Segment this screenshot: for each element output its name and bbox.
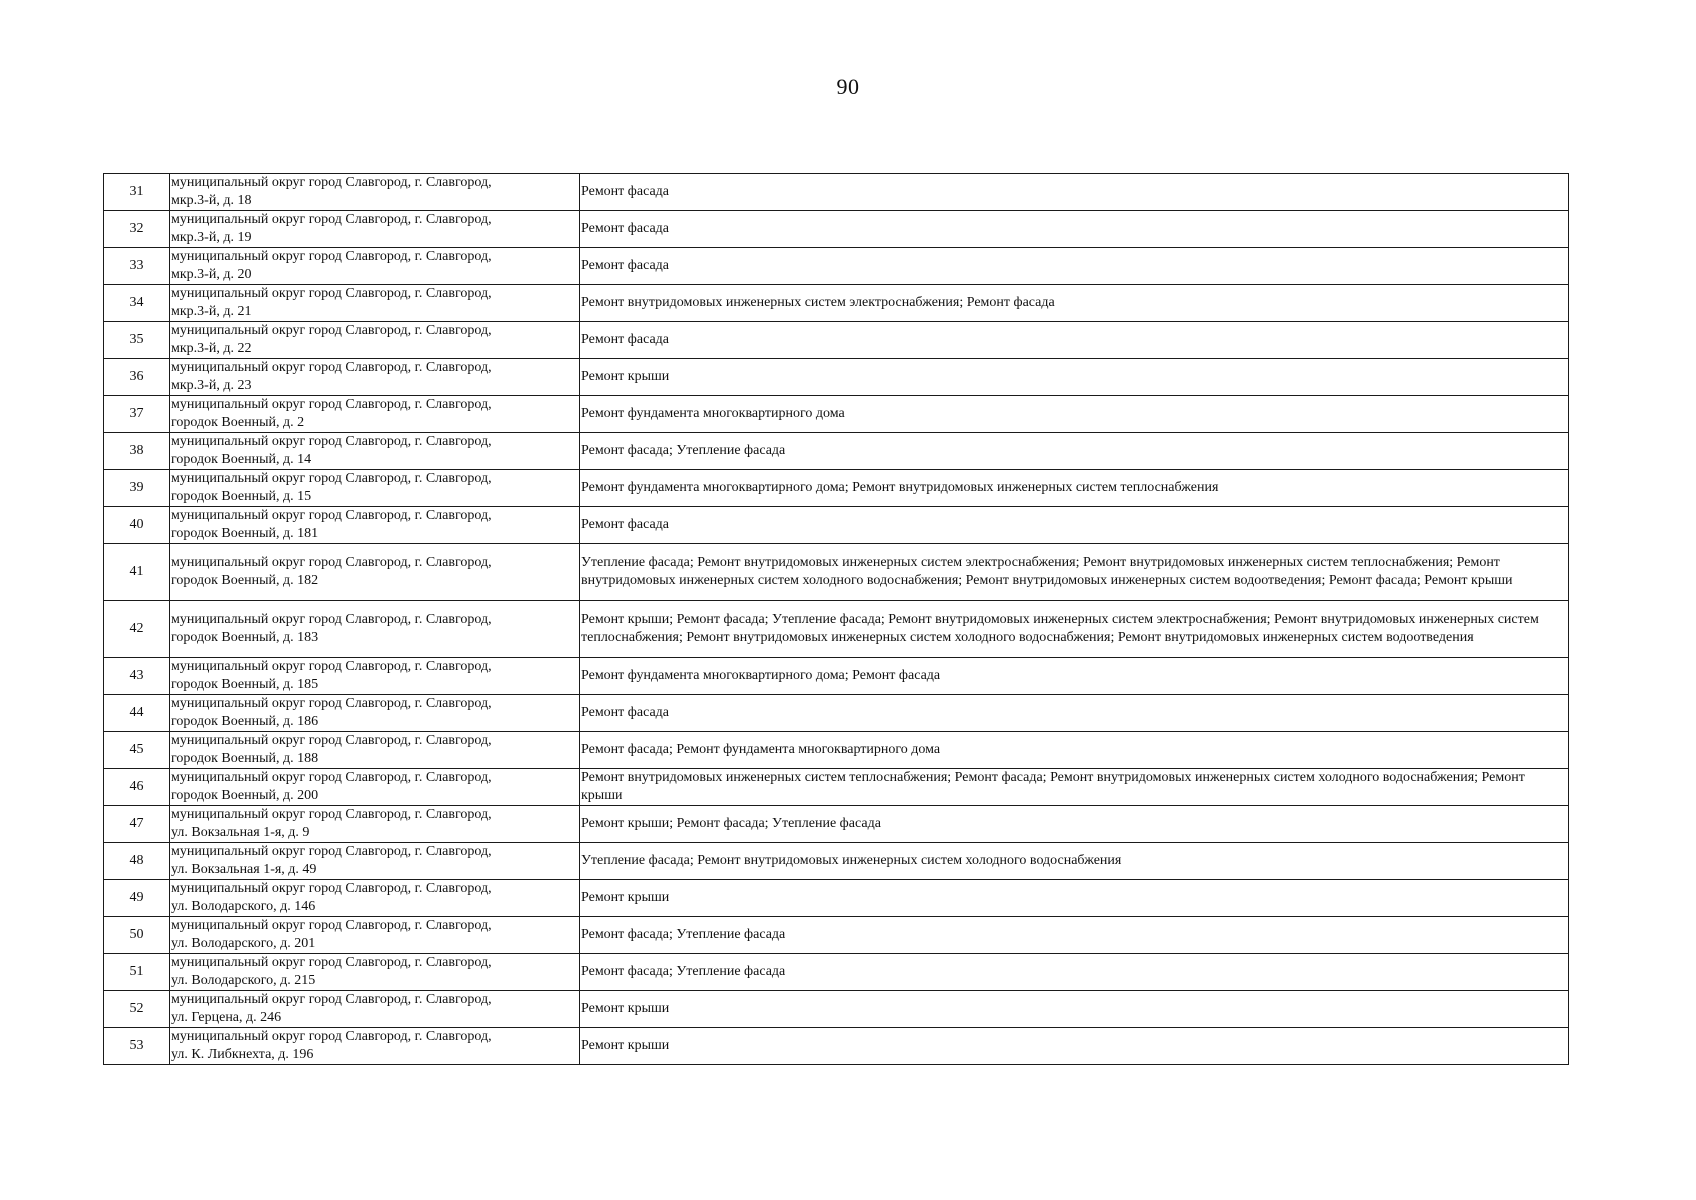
repair-registry-table: [103, 173, 1569, 1065]
table-row: [104, 322, 1569, 359]
table-row: [104, 433, 1569, 470]
address-cell: муниципальный округ город Славгород, г. Славгород, мкр.3-й, д. 22: [170, 322, 580, 359]
address-cell: муниципальный округ город Славгород, г. Славгород, ул. Вокзальная 1-я, д. 49: [170, 843, 580, 880]
row-number: 48: [104, 843, 170, 880]
works-cell: Ремонт фасада; Ремонт фундамента многоквартирного дома: [580, 732, 1569, 769]
row-number: 49: [104, 880, 170, 917]
row-number: 53: [104, 1028, 170, 1065]
address-cell: муниципальный округ город Славгород, г. Славгород, мкр.3-й, д. 21: [170, 285, 580, 322]
address-cell: муниципальный округ город Славгород, г. Славгород, ул. Володарского, д. 201: [170, 917, 580, 954]
row-number: 38: [104, 433, 170, 470]
table-row: [104, 396, 1569, 433]
works-cell: Утепление фасада; Ремонт внутридомовых инженерных систем электроснабжения; Ремонт внутридомовых инженерных систем теплоснабжения; Ремонт внутридомовых инженерных систем холодного водоснабжения; Ремонт внутридомовых инженерных систем водоотведения; Ремонт фасада; Ремонт крыши: [580, 544, 1569, 601]
address-cell: муниципальный округ город Славгород, г. Славгород, ул. Володарского, д. 146: [170, 880, 580, 917]
works-cell: Ремонт фасада; Утепление фасада: [580, 954, 1569, 991]
table-row: [104, 359, 1569, 396]
address-cell: муниципальный округ город Славгород, г. Славгород, ул. Вокзальная 1-я, д. 9: [170, 806, 580, 843]
table-row: [104, 954, 1569, 991]
row-number: 32: [104, 211, 170, 248]
works-cell: Ремонт фасада; Утепление фасада: [580, 917, 1569, 954]
address-cell: муниципальный округ город Славгород, г. Славгород, мкр.3-й, д. 18: [170, 174, 580, 211]
address-cell: муниципальный округ город Славгород, г. Славгород, мкр.3-й, д. 19: [170, 211, 580, 248]
address-cell: муниципальный округ город Славгород, г. Славгород, городок Военный, д. 2: [170, 396, 580, 433]
works-cell: Ремонт фундамента многоквартирного дома; Ремонт внутридомовых инженерных систем теплоснабжения: [580, 470, 1569, 507]
table-row: [104, 991, 1569, 1028]
works-cell: Ремонт крыши: [580, 359, 1569, 396]
table-row: [104, 285, 1569, 322]
row-number: 41: [104, 544, 170, 601]
row-number: 33: [104, 248, 170, 285]
row-number: 42: [104, 601, 170, 658]
table-row: [104, 917, 1569, 954]
works-cell: Ремонт фундамента многоквартирного дома: [580, 396, 1569, 433]
table-row: [104, 769, 1569, 806]
address-cell: муниципальный округ город Славгород, г. Славгород, городок Военный, д. 185: [170, 658, 580, 695]
works-cell: Ремонт крыши; Ремонт фасада; Утепление фасада: [580, 806, 1569, 843]
address-cell: муниципальный округ город Славгород, г. Славгород, мкр.3-й, д. 23: [170, 359, 580, 396]
table-row: [104, 507, 1569, 544]
works-cell: Ремонт крыши; Ремонт фасада; Утепление фасада; Ремонт внутридомовых инженерных систем электроснабжения; Ремонт внутридомовых инженерных систем теплоснабжения; Ремонт внутридомовых инженерных систем холодного водоснабжения; Ремонт внутридомовых инженерных систем водоотведения: [580, 601, 1569, 658]
table-row: [104, 1028, 1569, 1065]
table-row: [104, 806, 1569, 843]
page-number: 90: [836, 74, 860, 99]
works-cell: Ремонт фасада: [580, 695, 1569, 732]
table-row: [104, 658, 1569, 695]
works-cell: Утепление фасада; Ремонт внутридомовых инженерных систем холодного водоснабжения: [580, 843, 1569, 880]
row-number: 36: [104, 359, 170, 396]
row-number: 31: [104, 174, 170, 211]
table-row: [104, 732, 1569, 769]
row-number: 35: [104, 322, 170, 359]
address-cell: муниципальный округ город Славгород, г. Славгород, городок Военный, д. 15: [170, 470, 580, 507]
works-cell: Ремонт внутридомовых инженерных систем электроснабжения; Ремонт фасада: [580, 285, 1569, 322]
works-cell: Ремонт крыши: [580, 880, 1569, 917]
works-cell: Ремонт внутридомовых инженерных систем теплоснабжения; Ремонт фасада; Ремонт внутридомовых инженерных систем холодного водоснабжения; Ремонт крыши: [580, 769, 1569, 806]
table-row: [104, 880, 1569, 917]
table-row: [104, 843, 1569, 880]
table-row: [104, 174, 1569, 211]
works-cell: Ремонт фундамента многоквартирного дома; Ремонт фасада: [580, 658, 1569, 695]
works-cell: Ремонт крыши: [580, 991, 1569, 1028]
works-cell: Ремонт фасада: [580, 174, 1569, 211]
address-cell: муниципальный округ город Славгород, г. Славгород, ул. Володарского, д. 215: [170, 954, 580, 991]
address-cell: муниципальный округ город Славгород, г. Славгород, городок Военный, д. 188: [170, 732, 580, 769]
table-row: [104, 211, 1569, 248]
address-cell: муниципальный округ город Славгород, г. Славгород, городок Военный, д. 186: [170, 695, 580, 732]
row-number: 45: [104, 732, 170, 769]
works-cell: Ремонт фасада: [580, 322, 1569, 359]
table-row: [104, 695, 1569, 732]
row-number: 39: [104, 470, 170, 507]
works-cell: Ремонт крыши: [580, 1028, 1569, 1065]
address-cell: муниципальный округ город Славгород, г. Славгород, ул. Герцена, д. 246: [170, 991, 580, 1028]
works-cell: Ремонт фасада: [580, 248, 1569, 285]
row-number: 34: [104, 285, 170, 322]
works-cell: Ремонт фасада: [580, 211, 1569, 248]
address-cell: муниципальный округ город Славгород, г. Славгород, ул. К. Либкнехта, д. 196: [170, 1028, 580, 1065]
row-number: 50: [104, 917, 170, 954]
row-number: 46: [104, 769, 170, 806]
row-number: 40: [104, 507, 170, 544]
address-cell: муниципальный округ город Славгород, г. Славгород, городок Военный, д. 182: [170, 544, 580, 601]
row-number: 47: [104, 806, 170, 843]
table-row: [104, 601, 1569, 658]
row-number: 44: [104, 695, 170, 732]
address-cell: муниципальный округ город Славгород, г. Славгород, мкр.3-й, д. 20: [170, 248, 580, 285]
row-number: 51: [104, 954, 170, 991]
table-row: [104, 470, 1569, 507]
works-cell: Ремонт фасада: [580, 507, 1569, 544]
row-number: 52: [104, 991, 170, 1028]
address-cell: муниципальный округ город Славгород, г. Славгород, городок Военный, д. 200: [170, 769, 580, 806]
address-cell: муниципальный округ город Славгород, г. Славгород, городок Военный, д. 181: [170, 507, 580, 544]
table-row: [104, 248, 1569, 285]
address-cell: муниципальный округ город Славгород, г. Славгород, городок Военный, д. 14: [170, 433, 580, 470]
address-cell: муниципальный округ город Славгород, г. Славгород, городок Военный, д. 183: [170, 601, 580, 658]
row-number: 43: [104, 658, 170, 695]
row-number: 37: [104, 396, 170, 433]
table-row: [104, 544, 1569, 601]
works-cell: Ремонт фасада; Утепление фасада: [580, 433, 1569, 470]
